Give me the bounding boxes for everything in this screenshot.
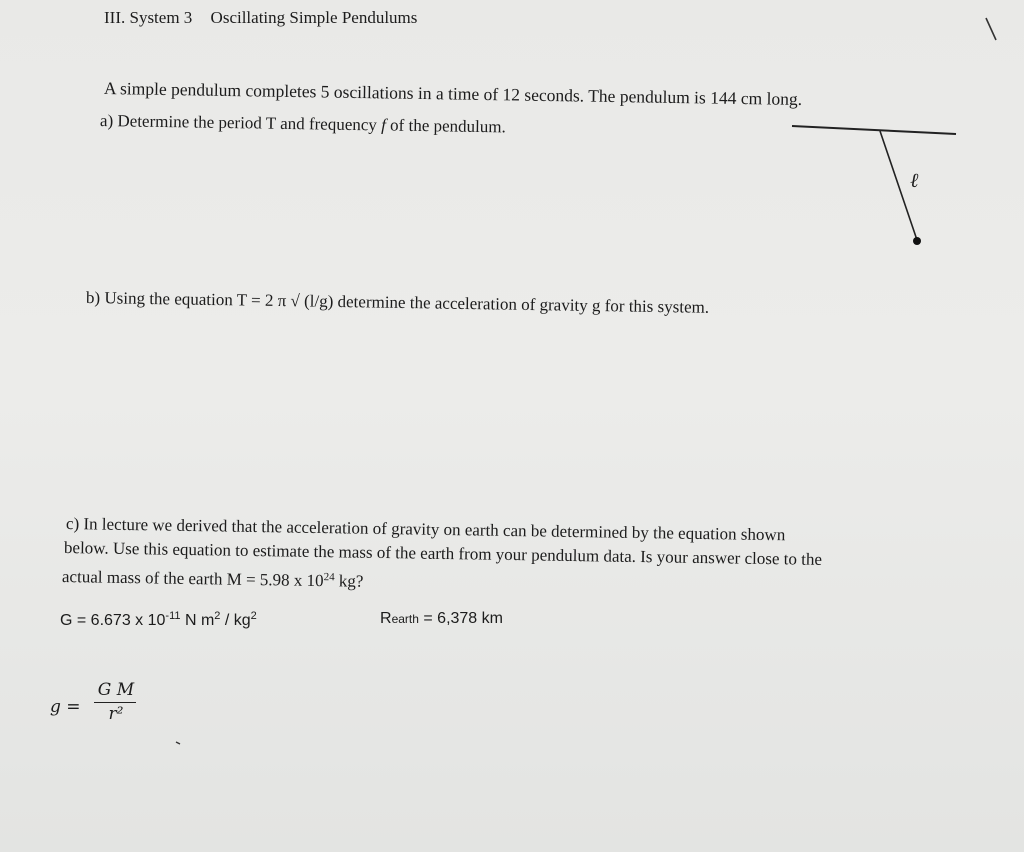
section-title: Oscillating Simple Pendulums <box>210 8 418 27</box>
g-const-unit2: / kg <box>224 612 251 629</box>
section-number: III. System 3 <box>104 8 193 27</box>
stray-mark <box>176 742 180 744</box>
g-const-value: G = 6.673 x 10 <box>60 612 166 629</box>
radius-subscript: earth <box>391 612 419 626</box>
formula-numerator: G M <box>97 680 135 700</box>
g-const-exp: -11 <box>165 610 181 622</box>
g-const-exp2: 2 <box>214 610 221 622</box>
part-b: b) Using the equation T = 2 π √ (l/g) determine the acceleration of gravity g for this system. <box>85 288 710 317</box>
pendulum-support-line <box>792 126 956 134</box>
part-a-end: of the pendulum. <box>389 115 506 137</box>
part-a-f: f <box>381 115 387 135</box>
part-a-text: a) Determine the period T and frequency <box>99 111 378 135</box>
radius-symbol: R <box>380 610 392 627</box>
g-const-exp3: 2 <box>250 610 257 622</box>
pendulum-bob <box>913 237 921 245</box>
problem-intro: A simple pendulum completes 5 oscillations in a time of 12 seconds. The pendulum is 144 cm long. <box>103 78 803 109</box>
length-label: ℓ <box>910 168 919 192</box>
g-const-unit: N m <box>184 612 215 629</box>
part-c-line3-b: kg? <box>338 571 364 591</box>
formula-denominator: r² <box>108 704 124 724</box>
radius-value: = 6,378 km <box>423 610 503 627</box>
part-c-line3-a: actual mass of the earth M = 5.98 x 10 <box>61 567 324 591</box>
part-c-line1: c) In lecture we derived that the acceleration of gravity on earth can be determined by the equation shown <box>65 514 786 545</box>
part-c-line2: below. Use this equation to estimate the mass of the earth from your pendulum data. Is your answer close to the <box>63 538 823 569</box>
page-corner-mark <box>986 18 996 40</box>
gravity-formula-lhs: g = <box>50 697 81 717</box>
part-c-exp: 24 <box>323 571 335 584</box>
